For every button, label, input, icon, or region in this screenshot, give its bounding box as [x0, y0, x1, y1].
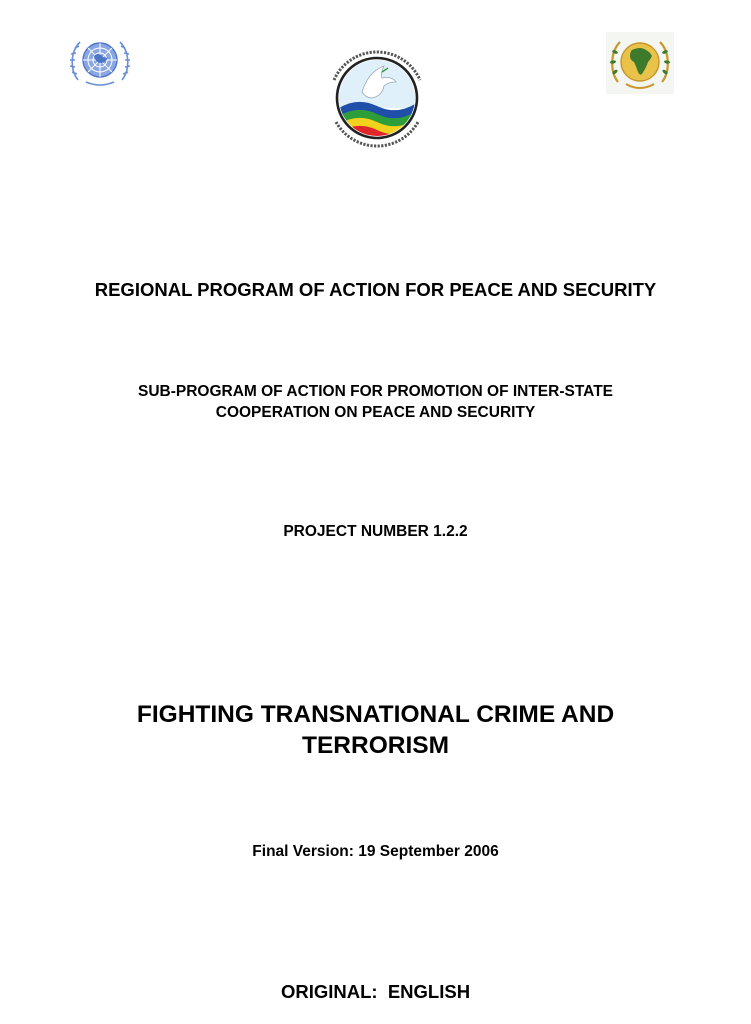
subprogram-heading	[0, 381, 751, 423]
document-title	[0, 699, 751, 761]
un-emblem-icon	[68, 34, 132, 88]
title-line-2: TERRORISM	[302, 732, 449, 759]
program-heading: REGIONAL PROGRAM OF ACTION FOR PEACE AND SECURITY	[94, 279, 657, 300]
african-union-emblem-icon	[606, 32, 674, 94]
original-language: ORIGINAL: ENGLISH	[280, 981, 471, 1002]
version-date: Final Version: 19 September 2006	[252, 843, 499, 860]
subprogram-line-1: SUB-PROGRAM OF ACTION FOR PROMOTION OF INTER-STATE	[137, 383, 614, 400]
subprogram-line-2: COOPERATION ON PEACE AND SECURITY	[215, 404, 536, 421]
project-number: PROJECT NUMBER 1.2.2	[283, 523, 468, 540]
icglr-dove-emblem-icon	[322, 40, 432, 158]
title-line-1: FIGHTING TRANSNATIONAL CRIME AND	[136, 701, 615, 728]
